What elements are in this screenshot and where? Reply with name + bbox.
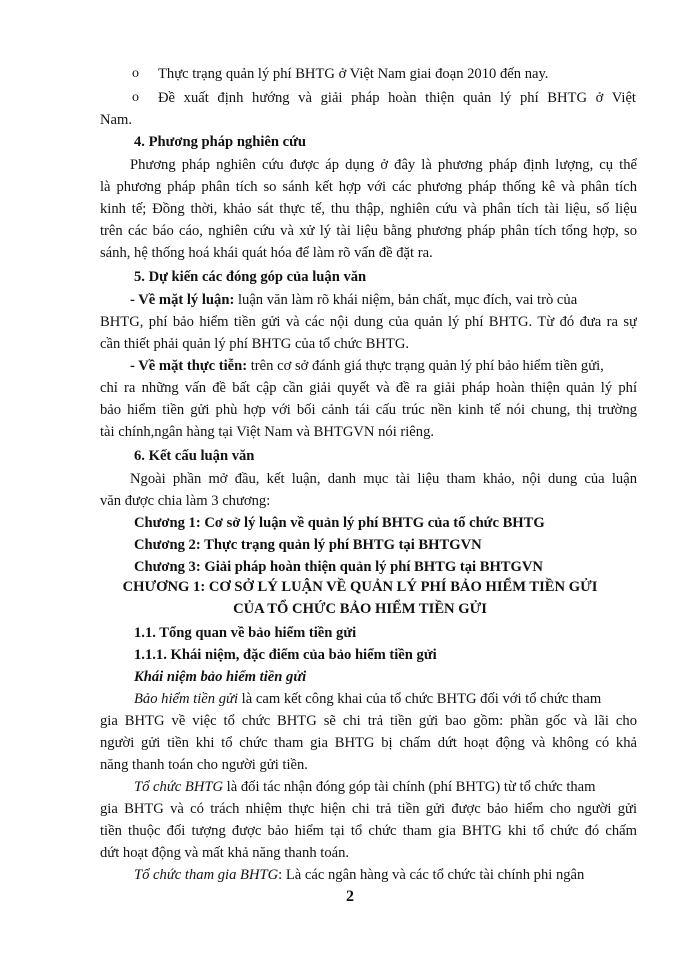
- paragraph-line: bảo hiểm tiền gửi phù hợp với bối cảnh tái cấu trúc nền kinh tế nói chung, thị trường: [100, 402, 637, 418]
- definition-term: Tổ chức tham gia BHTG: [134, 867, 279, 883]
- definition-text: : Là các ngân hàng và các tổ chức tài chính phi ngân: [278, 867, 585, 883]
- definition-term: Bảo hiểm tiền gửi: [134, 691, 239, 707]
- paragraph-line: người gửi tiền khi tổ chức tham gia BHTG bị chấm dứt hoạt động và không có khả: [100, 735, 637, 751]
- paragraph-line: Phương pháp nghiên cứu được áp dụng ở đây là phương pháp định lượng, cụ thể: [130, 157, 637, 173]
- paragraph-line: gia BHTG về việc tổ chức BHTG sẽ chi trả tiền gửi bao gồm: phần gốc và lãi cho: [100, 713, 637, 729]
- paragraph-line: Ngoài phần mở đầu, kết luận, danh mục tài liệu tham khảo, nội dung của luận: [130, 471, 637, 487]
- page-number: 2: [346, 888, 354, 905]
- definition-text: là đối tác nhận đóng góp tài chính (phí BHTG) từ tổ chức tham: [223, 779, 596, 795]
- bullet-text: Nam.: [100, 112, 133, 128]
- definition-first-line: [134, 689, 601, 709]
- theory-label: [130, 290, 577, 310]
- definition-term: Tổ chức BHTG: [134, 779, 224, 795]
- paragraph-line: năng thanh toán cho người gửi tiền.: [100, 757, 308, 773]
- paragraph-line: dứt hoạt động và mất khả năng thanh toán.: [100, 845, 350, 861]
- paragraph-line: trên các báo cáo, nghiên cứu và xử lý tài liệu bằng phương pháp phân tích tổng hợp, so: [100, 223, 637, 239]
- bullet-marker: o: [132, 66, 139, 81]
- chapter-list-item: Chương 1: Cơ sở lý luận về quản lý phí BHTG của tổ chức BHTG: [134, 515, 545, 531]
- subsection-heading: 1.1.1. Khái niệm, đặc điểm của bảo hiểm tiền gửi: [134, 647, 437, 663]
- practice-label: [130, 356, 604, 376]
- practice-text: trên cơ sở đánh giá thực trạng quản lý phí bảo hiểm tiền gửi,: [247, 358, 604, 374]
- chapter-list-item: Chương 2: Thực trạng quản lý phí BHTG tại BHTGVN: [134, 537, 482, 553]
- chapter-title: CHƯƠNG 1: CƠ SỞ LÝ LUẬN VỀ QUẢN LÝ PHÍ BẢO HIỂM TIỀN GỬI: [122, 579, 598, 595]
- bullet-text: Đề xuất định hướng và giải pháp hoàn thiện quản lý phí BHTG ở Việt: [158, 90, 636, 106]
- definition-text: là cam kết công khai của tổ chức BHTG đối với tổ chức tham: [238, 691, 602, 707]
- subsection-heading: 1.1. Tổng quan về bảo hiểm tiền gửi: [134, 625, 357, 641]
- paragraph-line: tài chính,ngân hàng tại Việt Nam và BHTGVN nói riêng.: [100, 424, 435, 440]
- definition-first-line: [134, 865, 584, 885]
- chapter-title: CỦA TỔ CHỨC BẢO HIỂM TIỀN GỬI: [233, 601, 487, 617]
- paragraph-line: sánh, hệ thống hoá khái quát hóa để làm rõ vấn đề đặt ra.: [100, 245, 433, 261]
- paragraph-line: kinh tế; Đồng thời, khảo sát thực tế, thu thập, nghiên cứu và phân tích tài liệu, số liệu: [100, 201, 637, 217]
- chapter-list-item: Chương 3: Giải pháp hoàn thiện quản lý phí BHTG tại BHTGVN: [134, 559, 543, 575]
- paragraph-line: cần thiết phải quản lý phí BHTG của tổ chức BHTG.: [100, 336, 410, 352]
- paragraph-line: chỉ ra những vấn đề bất cập cần giải quyết và đề ra giải pháp hoàn thiện quản lý phí: [100, 380, 637, 396]
- bullet-marker: o: [132, 90, 139, 105]
- paragraph-line: tiền thuộc đối tượng được bảo hiểm tại tổ chức tham gia BHTG khi tổ chức đó chấm: [100, 823, 637, 839]
- theory-text: luận văn làm rõ khái niệm, bản chất, mục đích, vai trò của: [234, 292, 578, 308]
- bullet-text: Thực trạng quản lý phí BHTG ở Việt Nam giai đoạn 2010 đến nay.: [158, 66, 549, 82]
- section-heading: 4. Phương pháp nghiên cứu: [134, 134, 306, 150]
- paragraph-line: văn được chia làm 3 chương:: [100, 493, 271, 509]
- practice-label-text: - Về mặt thực tiễn:: [130, 358, 248, 374]
- theory-label-text: - Về mặt lý luận:: [130, 292, 235, 308]
- paragraph-line: là phương pháp phân tích so sánh kết hợp với các phương pháp thống kê và phân tích: [100, 179, 637, 195]
- paragraph-line: BHTG, phí bảo hiểm tiền gửi và các nội dung của quản lý phí BHTG. Từ đó đưa ra sự: [100, 314, 637, 330]
- concept-heading: Khái niệm bảo hiểm tiền gửi: [134, 669, 307, 685]
- definition-first-line: [134, 777, 596, 797]
- section-heading: 6. Kết cấu luận văn: [134, 448, 255, 464]
- section-heading: 5. Dự kiến các đóng góp của luận văn: [134, 269, 367, 285]
- paragraph-line: gia BHTG và có trách nhiệm thực hiện chi trả tiền gửi được bảo hiểm cho người gửi: [100, 801, 637, 817]
